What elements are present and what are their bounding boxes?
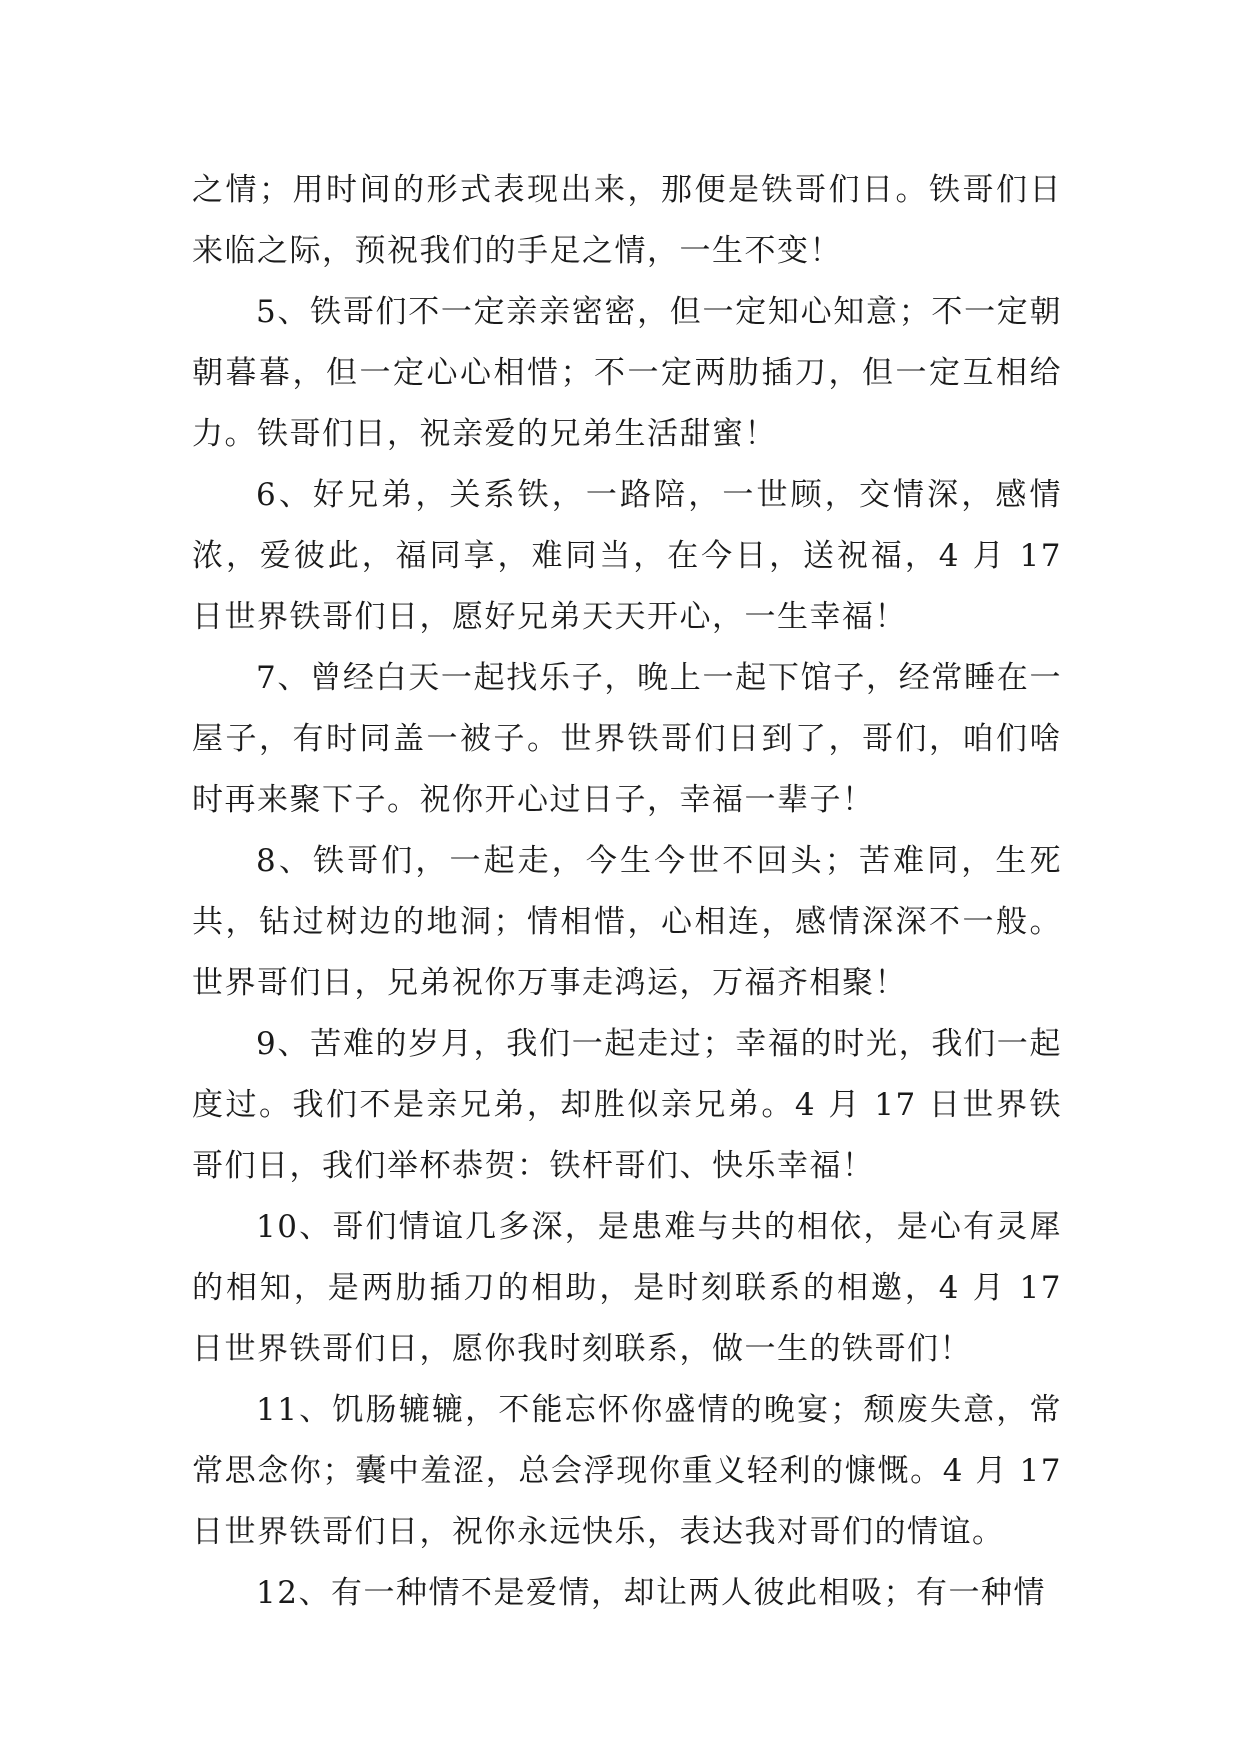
- paragraph-item-9: 9、苦难的岁月，我们一起走过；幸福的时光，我们一起度过。我们不是亲兄弟，却胜似亲兄弟。4 月 17 日世界铁哥们日，我们举杯恭贺：铁杆哥们、快乐幸福！: [192, 1026, 1062, 1184]
- paragraph-item-11: 11、饥肠辘辘，不能忘怀你盛情的晚宴；颓废失意，常常思念你；囊中羞涩，总会浮现你重义轻利的慷慨。4 月 17 日世界铁哥们日，祝你永远快乐，表达我对哥们的情谊。: [192, 1392, 1062, 1550]
- paragraph-item-7: 7、曾经白天一起找乐子，晚上一起下馆子，经常睡在一屋子，有时同盖一被子。世界铁哥们日到了，哥们，咱们啥时再来聚下子。祝你开心过日子，幸福一辈子！: [192, 660, 1062, 818]
- paragraph-item-5: 5、铁哥们不一定亲亲密密，但一定知心知意；不一定朝朝暮暮，但一定心心相惜；不一定两肋插刀，但一定互相给力。铁哥们日，祝亲爱的兄弟生活甜蜜！: [192, 294, 1062, 452]
- paragraph-continued: 之情；用时间的形式表现出来，那便是铁哥们日。铁哥们日来临之际，预祝我们的手足之情，一生不变！: [192, 172, 1062, 269]
- document-body: [192, 160, 1062, 1624]
- paragraph-item-6: 6、好兄弟，关系铁，一路陪，一世顾，交情深，感情浓，爱彼此，福同享，难同当，在今日，送祝福，4 月 17 日世界铁哥们日，愿好兄弟天天开心，一生幸福！: [192, 477, 1062, 635]
- paragraph-item-12: 12、有一种情不是爱情，却让两人彼此相吸；有一种情: [256, 1575, 1046, 1611]
- paragraph-item-8: 8、铁哥们，一起走，今生今世不回头；苦难同，生死共，钻过树边的地洞；情相惜，心相连，感情深深不一般。世界哥们日，兄弟祝你万事走鸿运，万福齐相聚！: [192, 843, 1062, 1001]
- paragraph-item-10: 10、哥们情谊几多深，是患难与共的相依，是心有灵犀的相知，是两肋插刀的相助，是时刻联系的相邀，4 月 17 日世界铁哥们日，愿你我时刻联系，做一生的铁哥们！: [192, 1209, 1062, 1367]
